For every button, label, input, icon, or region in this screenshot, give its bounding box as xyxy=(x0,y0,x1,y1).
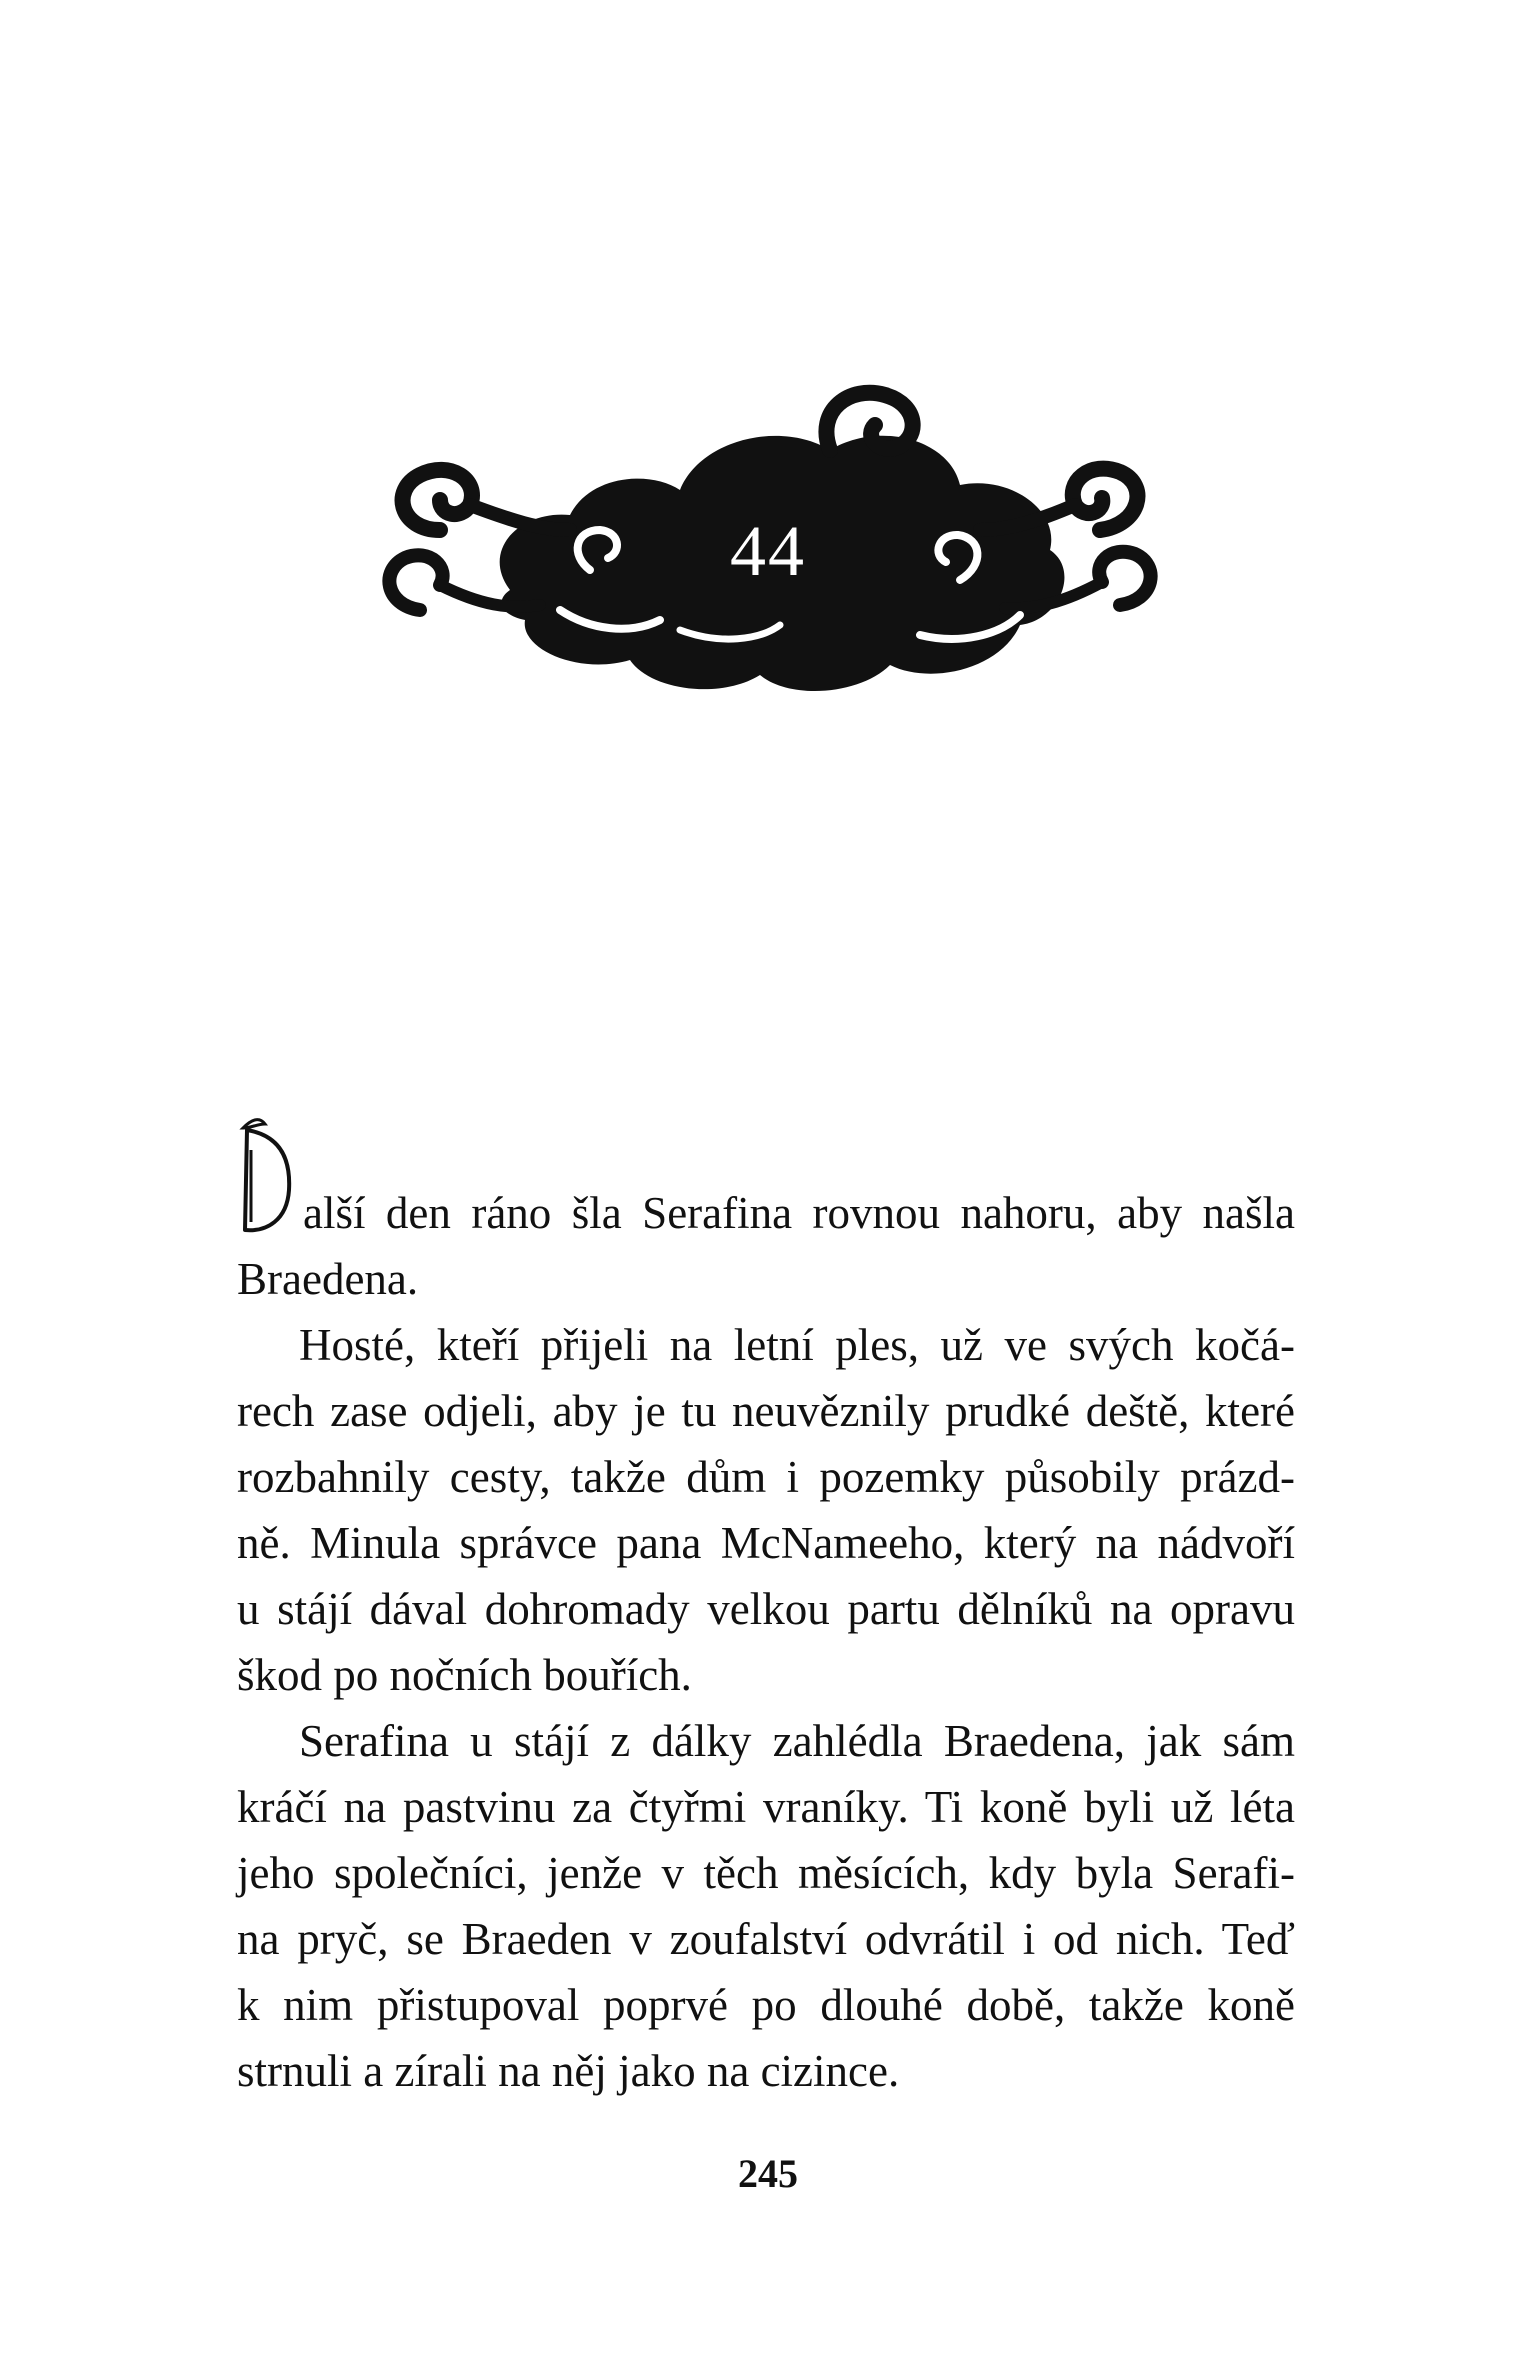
text-line: strnuli a zírali na něj jako na cizince. xyxy=(237,2046,900,2096)
text-line: u stájí dával dohromady velkou partu dělníků na opravu xyxy=(237,1584,1295,1634)
page-number: 245 xyxy=(738,2151,798,2196)
text-line: jeho společníci, jenže v těch měsících, kdy byla Serafi- xyxy=(237,1848,1295,1898)
text-line: Serafina u stájí z dálky zahlédla Braedena, jak sám xyxy=(299,1716,1295,1766)
text-line: kráčí na pastvinu za čtyřmi vraníky. Ti koně byli už léta xyxy=(237,1782,1295,1832)
text-line: rech zase odjeli, aby je tu neuvěznily prudké deště, které xyxy=(237,1386,1295,1436)
text-line: Braedena. xyxy=(237,1254,419,1304)
text-line: ně. Minula správce pana McNameeho, který na nádvoří xyxy=(237,1518,1295,1568)
text-line: alší den ráno šla Serafina rovnou nahoru, aby našla xyxy=(303,1188,1295,1238)
text-line: škod po nočních bouřích. xyxy=(237,1650,692,1700)
text-line: Hosté, kteří přijeli na letní ples, už ve svých kočá- xyxy=(299,1320,1295,1370)
text-line: na pryč, se Braeden v zoufalství odvrátil i od nich. Teď xyxy=(237,1914,1295,1964)
chapter-number: 44 xyxy=(730,511,806,591)
text-line: rozbahnily cesty, takže dům i pozemky působily prázd- xyxy=(237,1452,1295,1502)
chapter-text xyxy=(237,1180,1295,2104)
text-line: k nim přistupoval poprvé po dlouhé době, takže koně xyxy=(237,1980,1295,2030)
